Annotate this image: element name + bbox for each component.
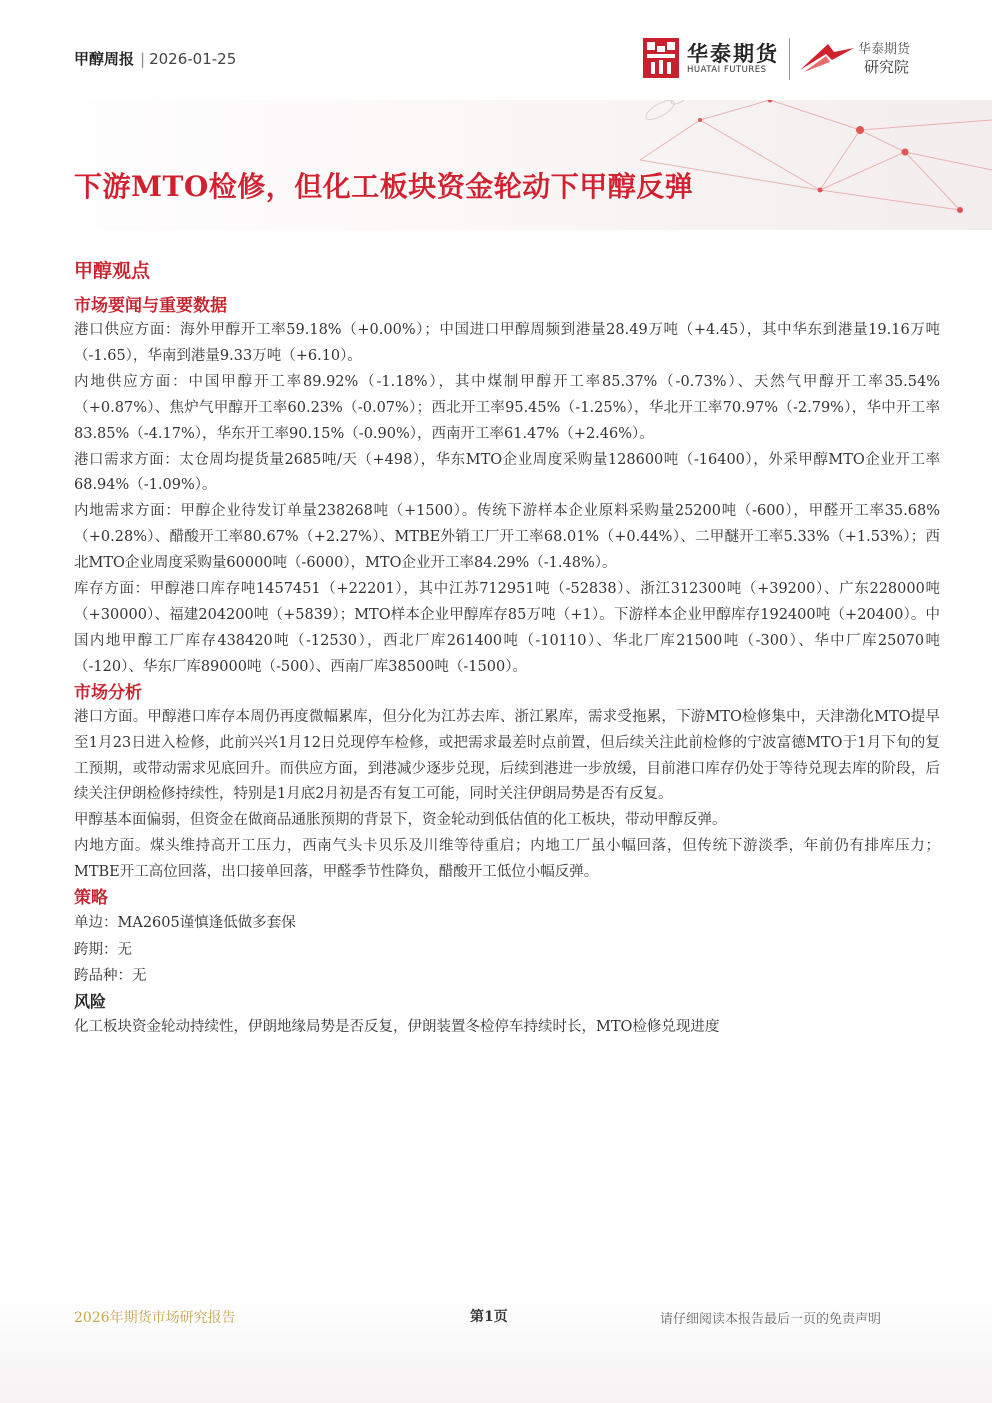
- news-inland-demand: 内地需求方面：甲醇企业待发订单量238268吨（+1500）。传统下游样本企业原料采购量25200吨（-600），甲醛开工率35.68%（+0.28%）、醋酸开工率80.67%（+2.27%）、MTBE外销工厂开工率68.01%（+0.44%）、二甲醚开工率5.33%（+1.53%）；西北MTO企业周度采购量60000吨（-6000），MTO企业开工率84.29%（-1.48%）。: [74, 503, 940, 572]
- swoosh-logo-icon: [798, 40, 856, 74]
- strategy-heading: 策略: [74, 888, 108, 909]
- news-inland-supply: 内地供应方面：中国甲醇开工率89.92%（-1.18%），其中煤制甲醇开工率85.37%（-0.73%）、天然气甲醇开工率35.54%（+0.87%）、焦炉气甲醇开工率60.23%（-0.07%）；西北开工率95.45%（-1.25%），华北开工率70.97%（-2.79%），华中开工率83.85%（-4.17%），华东开工率90.15%（-0.90%），西南开工率61.47%（+2.46%）。: [74, 373, 940, 442]
- footer-report-name: 2026年期货市场研究报告: [74, 1310, 236, 1326]
- logo-cn-text: 华泰期货: [687, 42, 779, 66]
- institute-line2: 研究院: [864, 58, 910, 76]
- report-type: 甲醇周报: [74, 50, 135, 68]
- report-date: 2026-01-25: [149, 50, 237, 68]
- meta-separator: |: [140, 50, 146, 68]
- strategy-single: 单边：MA2605谨慎逢低做多套保: [74, 915, 296, 932]
- analysis-heading: 市场分析: [74, 682, 142, 703]
- analysis-fundamental: 甲醇基本面偏弱，但资金在做商品通胀预期的背景下，资金轮动到低估值的化工板块，带动甲醇反弹。: [74, 812, 727, 829]
- logo-en-text: HUATAI FUTURES: [687, 65, 767, 75]
- logo-divider: [789, 38, 790, 80]
- huatai-futures-logo: [643, 38, 783, 82]
- research-institute-logo: [798, 36, 928, 82]
- risk-text: 化工板块资金轮动持续性，伊朗地缘局势是否反复，伊朗装置冬检停车持续时长，MTO检修兑现进度: [74, 1018, 720, 1035]
- report-meta: [74, 48, 236, 69]
- main-content: [74, 258, 940, 1040]
- page-number: 第1页: [470, 1309, 508, 1325]
- disclaimer-note: 请仔细阅读本报告最后一页的免责声明: [660, 1312, 882, 1327]
- analysis-port: 港口方面。甲醇港口库存本周仍再度微幅累库，但分化为江苏去库、浙江累库，需求受拖累，下游MTO检修集中，天津渤化MTO提早至1月23日进入检修，此前兴兴1月12日兑现停车检修，或把需求最差时点前置，但后续关注此前检修的宁波富德MTO于1月下旬的复工预期，或带动需求见底回升。而供应方面，到港减少逐步兑现，后续到港进一步放缓，目前港口库存仍处于等待兑现去库的阶段，后续关注伊朗检修持续性，特别是1月底2月初是否有复工可能，同时关注伊朗局势是否有反复。: [74, 708, 940, 803]
- view-heading: 甲醇观点: [74, 260, 151, 282]
- news-heading: 市场要闻与重要数据: [74, 296, 227, 316]
- news-port-demand: 港口需求方面：太仓周均提货量2685吨/天（+498），华东MTO企业周度采购量128600吨（-16400），外采甲醇MTO企业开工率68.94%（-1.09%）。: [74, 451, 940, 494]
- page-footer: [0, 1290, 992, 1403]
- page-title: 下游MTO检修，但化工板块资金轮动下甲醇反弹: [74, 170, 694, 203]
- strategy-cross: 跨品种：无: [74, 968, 147, 985]
- institute-line1: 华泰期货: [858, 42, 911, 57]
- page-header: [0, 0, 992, 100]
- news-port-supply: 港口供应方面：海外甲醇开工率59.18%（+0.00%）；中国进口甲醇周频到港量28.49万吨（+4.45），其中华东到港量19.16万吨（-1.65），华南到港量9.33万吨（+6.10）。: [74, 322, 940, 364]
- news-inventory: 库存方面：甲醇港口库存吨1457451（+22201），其中江苏712951吨（-52838）、浙江312300吨（+39200）、广东228000吨（+30000）、福建204200吨（+5839）；MTO样本企业甲醇库存85万吨（+1）。下游样本企业甲醇库存192400吨（+20400）。中国内地甲醇工厂库存438420吨（-12530），西北厂库261400吨（-10110）、华北厂库21500吨（-300）、华中厂库25070吨（-120）、华东厂库89000吨（-500）、西南厂库38500吨（-1500）。: [74, 581, 940, 675]
- huatai-logo-icon: [643, 38, 679, 78]
- risk-heading: 风险: [74, 991, 107, 1011]
- analysis-inland: 内地方面。煤头维持高开工压力，西南气头卡贝乐及川维等待重启；内地工厂虽小幅回落，但传统下游淡季，年前仍有排库压力；MTBE开工高位回落，出口接单回落，甲醛季节性降负，醋酸开工低位小幅反弹。: [74, 838, 940, 881]
- strategy-calendar: 跨期：无: [74, 941, 132, 958]
